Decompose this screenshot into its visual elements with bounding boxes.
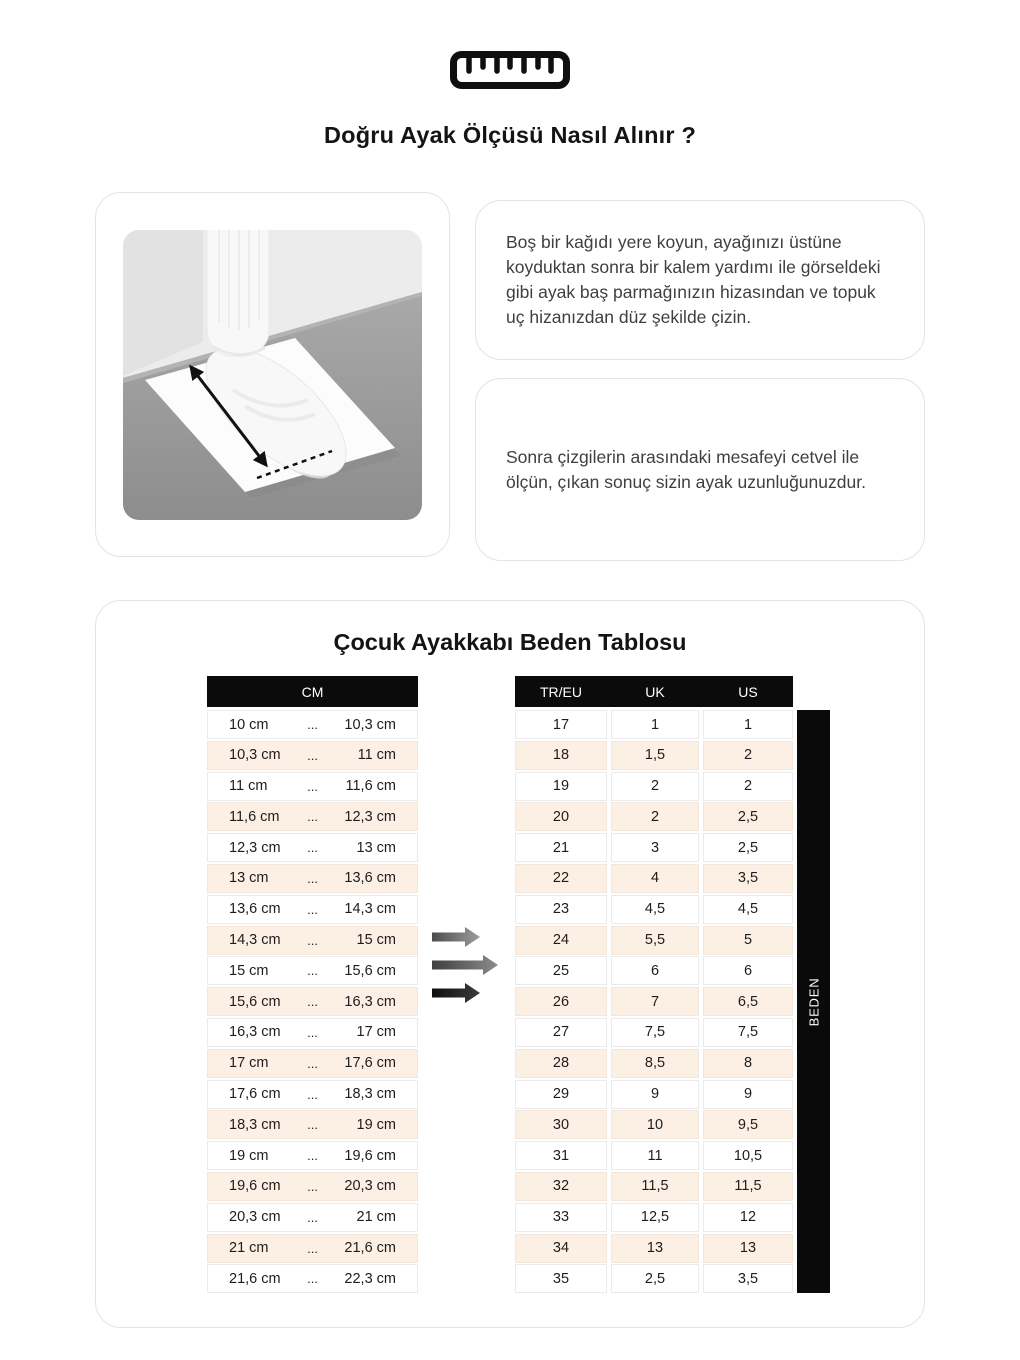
- size-cell: 34: [515, 1234, 607, 1263]
- size-cell: 8: [703, 1049, 793, 1078]
- cm-from: 21 cm: [229, 1240, 269, 1257]
- cm-from: 10 cm: [229, 716, 269, 733]
- size-table-title: Çocuk Ayakkabı Beden Tablosu: [333, 629, 687, 655]
- size-table-row: [515, 864, 793, 893]
- cm-to: 15 cm: [356, 932, 396, 949]
- cm-separator: ...: [307, 1209, 318, 1225]
- size-cell: 11,5: [703, 1172, 793, 1201]
- size-cell: 27: [515, 1018, 607, 1047]
- cm-separator: ...: [307, 1271, 318, 1287]
- cm-from: 17 cm: [229, 1055, 269, 1072]
- cm-to: 19,6 cm: [344, 1147, 396, 1164]
- instruction-card-step1: [475, 200, 925, 360]
- size-cell: 12: [703, 1203, 793, 1232]
- size-table-row: [515, 1018, 793, 1047]
- cm-to: 18,3 cm: [344, 1086, 396, 1103]
- size-cell: 2,5: [703, 833, 793, 862]
- size-table-row: [515, 1049, 793, 1078]
- size-table-row: [515, 926, 793, 955]
- cm-separator: ...: [307, 809, 318, 825]
- size-table-row: [515, 1264, 793, 1293]
- size-table-row: [515, 1203, 793, 1232]
- cm-from: 15 cm: [229, 962, 269, 979]
- size-cell: 1,5: [611, 741, 699, 770]
- howto-section: [95, 192, 925, 561]
- size-cell: 5,5: [611, 926, 699, 955]
- cm-from: 12,3 cm: [229, 839, 281, 856]
- cm-table-row: [207, 741, 418, 770]
- instruction-step2-text: Sonra çizgilerin arasındaki mesafeyi cetvel ile ölçün, çıkan sonuç sizin ayak uzunluğunuzdur.: [506, 446, 866, 492]
- size-cell: 13: [703, 1234, 793, 1263]
- cm-table: [207, 676, 418, 1295]
- size-cell: 23: [515, 895, 607, 924]
- column-header-us: US: [738, 683, 758, 700]
- cm-separator: ...: [307, 840, 318, 856]
- cm-to: 11 cm: [357, 747, 396, 764]
- cm-table-row: [207, 987, 418, 1016]
- cm-separator: ...: [307, 1148, 318, 1164]
- size-cell: 6,5: [703, 987, 793, 1016]
- size-cell: 3,5: [703, 1264, 793, 1293]
- cm-separator: ...: [307, 1086, 318, 1102]
- cm-table-body: [207, 710, 418, 1293]
- cm-to: 13,6 cm: [344, 870, 396, 887]
- cm-to: 10,3 cm: [344, 716, 396, 733]
- size-cell: 5: [703, 926, 793, 955]
- size-cell: 3: [611, 833, 699, 862]
- size-cell: 2: [703, 741, 793, 770]
- size-cell: 9,5: [703, 1110, 793, 1139]
- cm-separator: ...: [307, 901, 318, 917]
- page-header: [0, 0, 1020, 149]
- cm-separator: ...: [307, 994, 318, 1010]
- cm-separator: ...: [307, 747, 318, 763]
- size-cell: 11,5: [611, 1172, 699, 1201]
- size-cell: 4: [611, 864, 699, 893]
- cm-to: 13 cm: [356, 839, 396, 856]
- cm-table-row: [207, 1049, 418, 1078]
- size-cell: 32: [515, 1172, 607, 1201]
- size-table-row: [515, 710, 793, 739]
- size-cell: 31: [515, 1141, 607, 1170]
- cm-to: 16,3 cm: [344, 993, 396, 1010]
- size-cell: 28: [515, 1049, 607, 1078]
- size-cell: 19: [515, 772, 607, 801]
- transfer-arrows-icon: [430, 926, 500, 1004]
- size-table-row: [515, 772, 793, 801]
- size-table-row: [515, 1110, 793, 1139]
- cm-table-row: [207, 710, 418, 739]
- foot-measurement-figure-card: [95, 192, 450, 557]
- size-cell: 7: [611, 987, 699, 1016]
- cm-to: 19 cm: [356, 1116, 396, 1133]
- beden-label: BEDEN: [806, 977, 821, 1026]
- cm-separator: ...: [307, 778, 318, 794]
- cm-table-row: [207, 1110, 418, 1139]
- cm-table-row: [207, 1203, 418, 1232]
- cm-from: 19 cm: [229, 1147, 269, 1164]
- size-table-row: [515, 741, 793, 770]
- cm-to: 15,6 cm: [344, 962, 396, 979]
- cm-to: 12,3 cm: [344, 808, 396, 825]
- foot-measurement-photo: [123, 230, 422, 520]
- cm-from: 18,3 cm: [229, 1116, 281, 1133]
- size-cell: 26: [515, 987, 607, 1016]
- cm-from: 13 cm: [229, 870, 269, 887]
- page-title: Doğru Ayak Ölçüsü Nasıl Alınır ?: [323, 122, 697, 148]
- size-cell: 7,5: [703, 1018, 793, 1047]
- size-cell: 13: [611, 1234, 699, 1263]
- cm-table-row: [207, 926, 418, 955]
- column-header-tr-eu: TR/EU: [540, 683, 582, 700]
- cm-from: 16,3 cm: [229, 1024, 281, 1041]
- cm-from: 19,6 cm: [229, 1178, 281, 1195]
- cm-table-row: [207, 1141, 418, 1170]
- cm-table-row: [207, 1018, 418, 1047]
- size-table-row: [515, 1141, 793, 1170]
- size-cell: 4,5: [703, 895, 793, 924]
- tables-gap: [418, 676, 515, 1295]
- size-table-card: [95, 600, 925, 1328]
- size-cell: 6: [703, 956, 793, 985]
- size-table-row: [515, 833, 793, 862]
- size-cell: 11: [611, 1141, 699, 1170]
- size-cell: 2,5: [703, 802, 793, 831]
- instruction-card-step2: [475, 378, 925, 561]
- cm-separator: ...: [307, 870, 318, 886]
- size-table-row: [515, 1172, 793, 1201]
- cm-table-row: [207, 833, 418, 862]
- size-table-header: [515, 676, 793, 707]
- size-table-row: [515, 895, 793, 924]
- cm-separator: ...: [307, 1055, 318, 1071]
- size-cell: 2: [611, 772, 699, 801]
- instructions-column: [475, 200, 925, 561]
- cm-to: 17,6 cm: [344, 1055, 396, 1072]
- size-tables: [96, 676, 924, 1295]
- size-cell: 2: [611, 802, 699, 831]
- size-cell: 10,5: [703, 1141, 793, 1170]
- column-header-uk: UK: [645, 683, 665, 700]
- size-cell: 10: [611, 1110, 699, 1139]
- cm-to: 22,3 cm: [344, 1270, 396, 1287]
- cm-from: 14,3 cm: [229, 932, 281, 949]
- size-table-row: [515, 802, 793, 831]
- size-cell: 22: [515, 864, 607, 893]
- size-cell: 29: [515, 1080, 607, 1109]
- cm-separator: ...: [307, 963, 318, 979]
- cm-from: 11 cm: [229, 778, 268, 795]
- cm-from: 15,6 cm: [229, 993, 281, 1010]
- cm-separator: ...: [307, 1024, 318, 1040]
- size-cell: 21: [515, 833, 607, 862]
- size-cell: 18: [515, 741, 607, 770]
- size-table-body: [515, 710, 793, 1293]
- size-cell: 35: [515, 1264, 607, 1293]
- cm-table-row: [207, 895, 418, 924]
- size-cell: 2,5: [611, 1264, 699, 1293]
- size-cell: 20: [515, 802, 607, 831]
- size-cell: 2: [703, 772, 793, 801]
- cm-separator: ...: [307, 1178, 318, 1194]
- cm-table-row: [207, 956, 418, 985]
- cm-to: 21,6 cm: [344, 1240, 396, 1257]
- cm-separator: ...: [307, 717, 318, 732]
- size-cell: 17: [515, 710, 607, 739]
- size-table-row: [515, 956, 793, 985]
- size-cell: 12,5: [611, 1203, 699, 1232]
- size-cell: 9: [703, 1080, 793, 1109]
- size-table: [515, 676, 793, 1295]
- cm-table-row: [207, 864, 418, 893]
- cm-table-row: [207, 1264, 418, 1293]
- cm-from: 11,6 cm: [229, 808, 280, 825]
- cm-from: 13,6 cm: [229, 901, 281, 918]
- size-cell: 9: [611, 1080, 699, 1109]
- instruction-step1-text: Boş bir kağıdı yere koyun, ayağınızı üstüne koyduktan sonra bir kalem yardımı ile görseldeki gibi ayak baş parmağınızın hizasından ve topuk uç hizanızdan düz şekilde çizin.: [506, 232, 881, 327]
- size-table-row: [515, 987, 793, 1016]
- size-cell: 33: [515, 1203, 607, 1232]
- cm-to: 21 cm: [356, 1209, 396, 1226]
- size-cell: 1: [611, 710, 699, 739]
- cm-separator: ...: [307, 1240, 318, 1256]
- size-cell: 7,5: [611, 1018, 699, 1047]
- size-cell: 6: [611, 956, 699, 985]
- cm-to: 11,6 cm: [345, 778, 396, 795]
- cm-from: 20,3 cm: [229, 1209, 281, 1226]
- cm-table-row: [207, 802, 418, 831]
- size-cell: 4,5: [611, 895, 699, 924]
- beden-side-bar: [797, 710, 830, 1293]
- size-table-row: [515, 1234, 793, 1263]
- size-cell: 24: [515, 926, 607, 955]
- cm-from: 17,6 cm: [229, 1086, 281, 1103]
- cm-to: 17 cm: [356, 1024, 396, 1041]
- size-cell: 3,5: [703, 864, 793, 893]
- cm-table-row: [207, 1234, 418, 1263]
- size-cell: 30: [515, 1110, 607, 1139]
- cm-table-row: [207, 1172, 418, 1201]
- size-cell: 8,5: [611, 1049, 699, 1078]
- cm-table-row: [207, 1080, 418, 1109]
- size-table-row: [515, 1080, 793, 1109]
- size-cell: 25: [515, 956, 607, 985]
- cm-from: 10,3 cm: [229, 747, 281, 764]
- cm-separator: ...: [307, 932, 318, 948]
- cm-separator: ...: [307, 1117, 318, 1133]
- cm-to: 20,3 cm: [344, 1178, 396, 1195]
- cm-from: 21,6 cm: [229, 1270, 281, 1287]
- ruler-icon: [0, 50, 1020, 90]
- cm-table-row: [207, 772, 418, 801]
- cm-to: 14,3 cm: [344, 901, 396, 918]
- cm-table-header: CM: [207, 676, 418, 707]
- size-cell: 1: [703, 710, 793, 739]
